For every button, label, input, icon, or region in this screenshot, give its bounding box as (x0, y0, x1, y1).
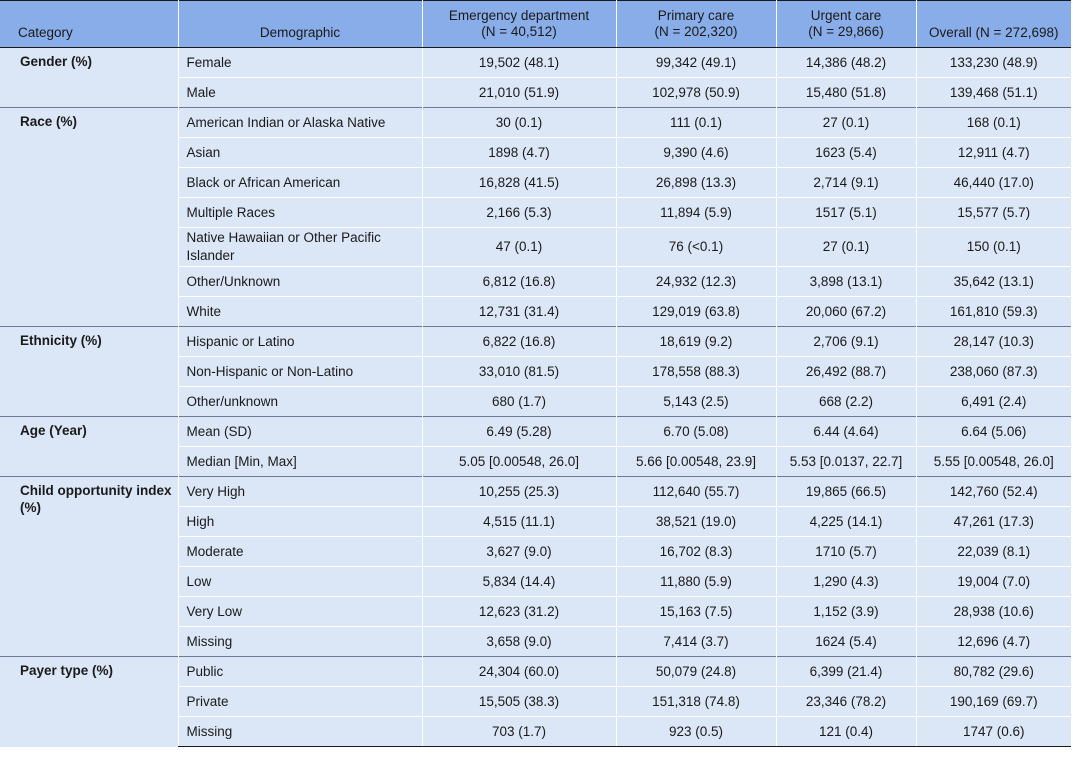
emergency-department-cell: 16,828 (41.5) (422, 168, 616, 198)
urgent-care-cell: 14,386 (48.2) (776, 48, 916, 78)
emergency-department-cell: 10,255 (25.3) (422, 477, 616, 507)
emergency-department-cell: 5,834 (14.4) (422, 567, 616, 597)
header-uc-n: (N = 29,866) (808, 24, 884, 39)
demographic-cell: Multiple Races (178, 198, 422, 228)
overall-cell: 5.55 [0.00548, 26.0] (916, 447, 1071, 477)
category-cell: Age (Year) (0, 417, 178, 477)
urgent-care-cell: 1,290 (4.3) (776, 567, 916, 597)
demographic-cell: Female (178, 48, 422, 78)
table-row (0, 657, 1071, 687)
emergency-department-cell: 3,627 (9.0) (422, 537, 616, 567)
header-pc-n: (N = 202,320) (654, 24, 738, 39)
emergency-department-cell: 680 (1.7) (422, 387, 616, 417)
urgent-care-cell: 19,865 (66.5) (776, 477, 916, 507)
primary-care-cell: 24,932 (12.3) (616, 267, 776, 297)
urgent-care-cell: 27 (0.1) (776, 228, 916, 267)
demographic-cell: Moderate (178, 537, 422, 567)
primary-care-cell: 99,342 (49.1) (616, 48, 776, 78)
urgent-care-cell: 26,492 (88.7) (776, 357, 916, 387)
primary-care-cell: 111 (0.1) (616, 108, 776, 138)
demographic-cell: Native Hawaiian or Other Pacific Islander (178, 228, 422, 267)
demographic-cell: Male (178, 78, 422, 108)
overall-cell: 190,169 (69.7) (916, 687, 1071, 717)
table-row (0, 417, 1071, 447)
demographic-cell: Black or African American (178, 168, 422, 198)
overall-cell: 150 (0.1) (916, 228, 1071, 267)
urgent-care-cell: 1710 (5.7) (776, 537, 916, 567)
demographic-cell: Other/Unknown (178, 267, 422, 297)
urgent-care-cell: 6.44 (4.64) (776, 417, 916, 447)
overall-cell: 1747 (0.6) (916, 717, 1071, 747)
primary-care-cell: 50,079 (24.8) (616, 657, 776, 687)
demographic-cell: White (178, 297, 422, 327)
urgent-care-cell: 3,898 (13.1) (776, 267, 916, 297)
primary-care-cell: 102,978 (50.9) (616, 78, 776, 108)
table-row (0, 48, 1071, 78)
overall-cell: 139,468 (51.1) (916, 78, 1071, 108)
demographic-cell: Other/unknown (178, 387, 422, 417)
category-cell: Gender (%) (0, 48, 178, 108)
emergency-department-cell: 703 (1.7) (422, 717, 616, 747)
emergency-department-cell: 4,515 (11.1) (422, 507, 616, 537)
header-ed-n: (N = 40,512) (481, 24, 557, 39)
urgent-care-cell: 121 (0.4) (776, 717, 916, 747)
overall-cell: 133,230 (48.9) (916, 48, 1071, 78)
overall-cell: 6,491 (2.4) (916, 387, 1071, 417)
urgent-care-cell: 15,480 (51.8) (776, 78, 916, 108)
overall-cell: 35,642 (13.1) (916, 267, 1071, 297)
emergency-department-cell: 21,010 (51.9) (422, 78, 616, 108)
overall-cell: 46,440 (17.0) (916, 168, 1071, 198)
emergency-department-cell: 12,731 (31.4) (422, 297, 616, 327)
overall-cell: 142,760 (52.4) (916, 477, 1071, 507)
header-pc-title: Primary care (657, 8, 735, 23)
urgent-care-cell: 20,060 (67.2) (776, 297, 916, 327)
table-row (0, 327, 1071, 357)
demographic-cell: Mean (SD) (178, 417, 422, 447)
header-urgent-care (776, 1, 916, 48)
table-body (0, 48, 1071, 747)
urgent-care-cell: 1517 (5.1) (776, 198, 916, 228)
primary-care-cell: 923 (0.5) (616, 717, 776, 747)
category-cell: Ethnicity (%) (0, 327, 178, 417)
primary-care-cell: 7,414 (3.7) (616, 627, 776, 657)
primary-care-cell: 112,640 (55.7) (616, 477, 776, 507)
demographic-cell: Private (178, 687, 422, 717)
emergency-department-cell: 47 (0.1) (422, 228, 616, 267)
emergency-department-cell: 30 (0.1) (422, 108, 616, 138)
demographic-cell: Hispanic or Latino (178, 327, 422, 357)
urgent-care-cell: 2,714 (9.1) (776, 168, 916, 198)
demographic-cell: Non-Hispanic or Non-Latino (178, 357, 422, 387)
emergency-department-cell: 12,623 (31.2) (422, 597, 616, 627)
demographic-cell: American Indian or Alaska Native (178, 108, 422, 138)
primary-care-cell: 15,163 (7.5) (616, 597, 776, 627)
primary-care-cell: 26,898 (13.3) (616, 168, 776, 198)
overall-cell: 238,060 (87.3) (916, 357, 1071, 387)
primary-care-cell: 6.70 (5.08) (616, 417, 776, 447)
overall-cell: 168 (0.1) (916, 108, 1071, 138)
demographic-cell: High (178, 507, 422, 537)
demographic-cell: Very High (178, 477, 422, 507)
emergency-department-cell: 6.49 (5.28) (422, 417, 616, 447)
urgent-care-cell: 1,152 (3.9) (776, 597, 916, 627)
urgent-care-cell: 4,225 (14.1) (776, 507, 916, 537)
urgent-care-cell: 27 (0.1) (776, 108, 916, 138)
category-cell: Child opportunity index (%) (0, 477, 178, 657)
primary-care-cell: 9,390 (4.6) (616, 138, 776, 168)
primary-care-cell: 11,894 (5.9) (616, 198, 776, 228)
primary-care-cell: 16,702 (8.3) (616, 537, 776, 567)
header-row (0, 1, 1071, 48)
emergency-department-cell: 19,502 (48.1) (422, 48, 616, 78)
category-cell: Payer type (%) (0, 657, 178, 747)
demographic-cell: Public (178, 657, 422, 687)
primary-care-cell: 38,521 (19.0) (616, 507, 776, 537)
overall-cell: 12,911 (4.7) (916, 138, 1071, 168)
demographic-cell: Very Low (178, 597, 422, 627)
emergency-department-cell: 33,010 (81.5) (422, 357, 616, 387)
emergency-department-cell: 5.05 [0.00548, 26.0] (422, 447, 616, 477)
emergency-department-cell: 6,812 (16.8) (422, 267, 616, 297)
demographic-cell: Asian (178, 138, 422, 168)
overall-cell: 12,696 (4.7) (916, 627, 1071, 657)
demographic-cell: Missing (178, 627, 422, 657)
emergency-department-cell: 15,505 (38.3) (422, 687, 616, 717)
urgent-care-cell: 668 (2.2) (776, 387, 916, 417)
overall-cell: 47,261 (17.3) (916, 507, 1071, 537)
primary-care-cell: 178,558 (88.3) (616, 357, 776, 387)
primary-care-cell: 151,318 (74.8) (616, 687, 776, 717)
urgent-care-cell: 1624 (5.4) (776, 627, 916, 657)
overall-cell: 6.64 (5.06) (916, 417, 1071, 447)
header-uc-title: Urgent care (810, 8, 882, 23)
overall-cell: 19,004 (7.0) (916, 567, 1071, 597)
primary-care-cell: 11,880 (5.9) (616, 567, 776, 597)
emergency-department-cell: 6,822 (16.8) (422, 327, 616, 357)
urgent-care-cell: 2,706 (9.1) (776, 327, 916, 357)
header-demographic: Demographic (178, 1, 422, 48)
urgent-care-cell: 5.53 [0.0137, 22.7] (776, 447, 916, 477)
overall-cell: 22,039 (8.1) (916, 537, 1071, 567)
header-overall: Overall (N = 272,698) (916, 1, 1071, 48)
primary-care-cell: 129,019 (63.8) (616, 297, 776, 327)
header-ed-title: Emergency department (448, 8, 590, 23)
demographic-cell: Median [Min, Max] (178, 447, 422, 477)
overall-cell: 28,938 (10.6) (916, 597, 1071, 627)
overall-cell: 161,810 (59.3) (916, 297, 1071, 327)
urgent-care-cell: 1623 (5.4) (776, 138, 916, 168)
category-cell: Race (%) (0, 108, 178, 327)
header-category: Category (0, 1, 178, 48)
urgent-care-cell: 23,346 (78.2) (776, 687, 916, 717)
emergency-department-cell: 3,658 (9.0) (422, 627, 616, 657)
urgent-care-cell: 6,399 (21.4) (776, 657, 916, 687)
table-row (0, 477, 1071, 507)
demographic-cell: Low (178, 567, 422, 597)
header-emergency-department (422, 1, 616, 48)
demographic-cell: Missing (178, 717, 422, 747)
overall-cell: 80,782 (29.6) (916, 657, 1071, 687)
overall-cell: 28,147 (10.3) (916, 327, 1071, 357)
primary-care-cell: 18,619 (9.2) (616, 327, 776, 357)
emergency-department-cell: 2,166 (5.3) (422, 198, 616, 228)
primary-care-cell: 5,143 (2.5) (616, 387, 776, 417)
overall-cell: 15,577 (5.7) (916, 198, 1071, 228)
emergency-department-cell: 24,304 (60.0) (422, 657, 616, 687)
primary-care-cell: 5.66 [0.00548, 23.9] (616, 447, 776, 477)
emergency-department-cell: 1898 (4.7) (422, 138, 616, 168)
table-row (0, 108, 1071, 138)
primary-care-cell: 76 (<0.1) (616, 228, 776, 267)
header-primary-care (616, 1, 776, 48)
